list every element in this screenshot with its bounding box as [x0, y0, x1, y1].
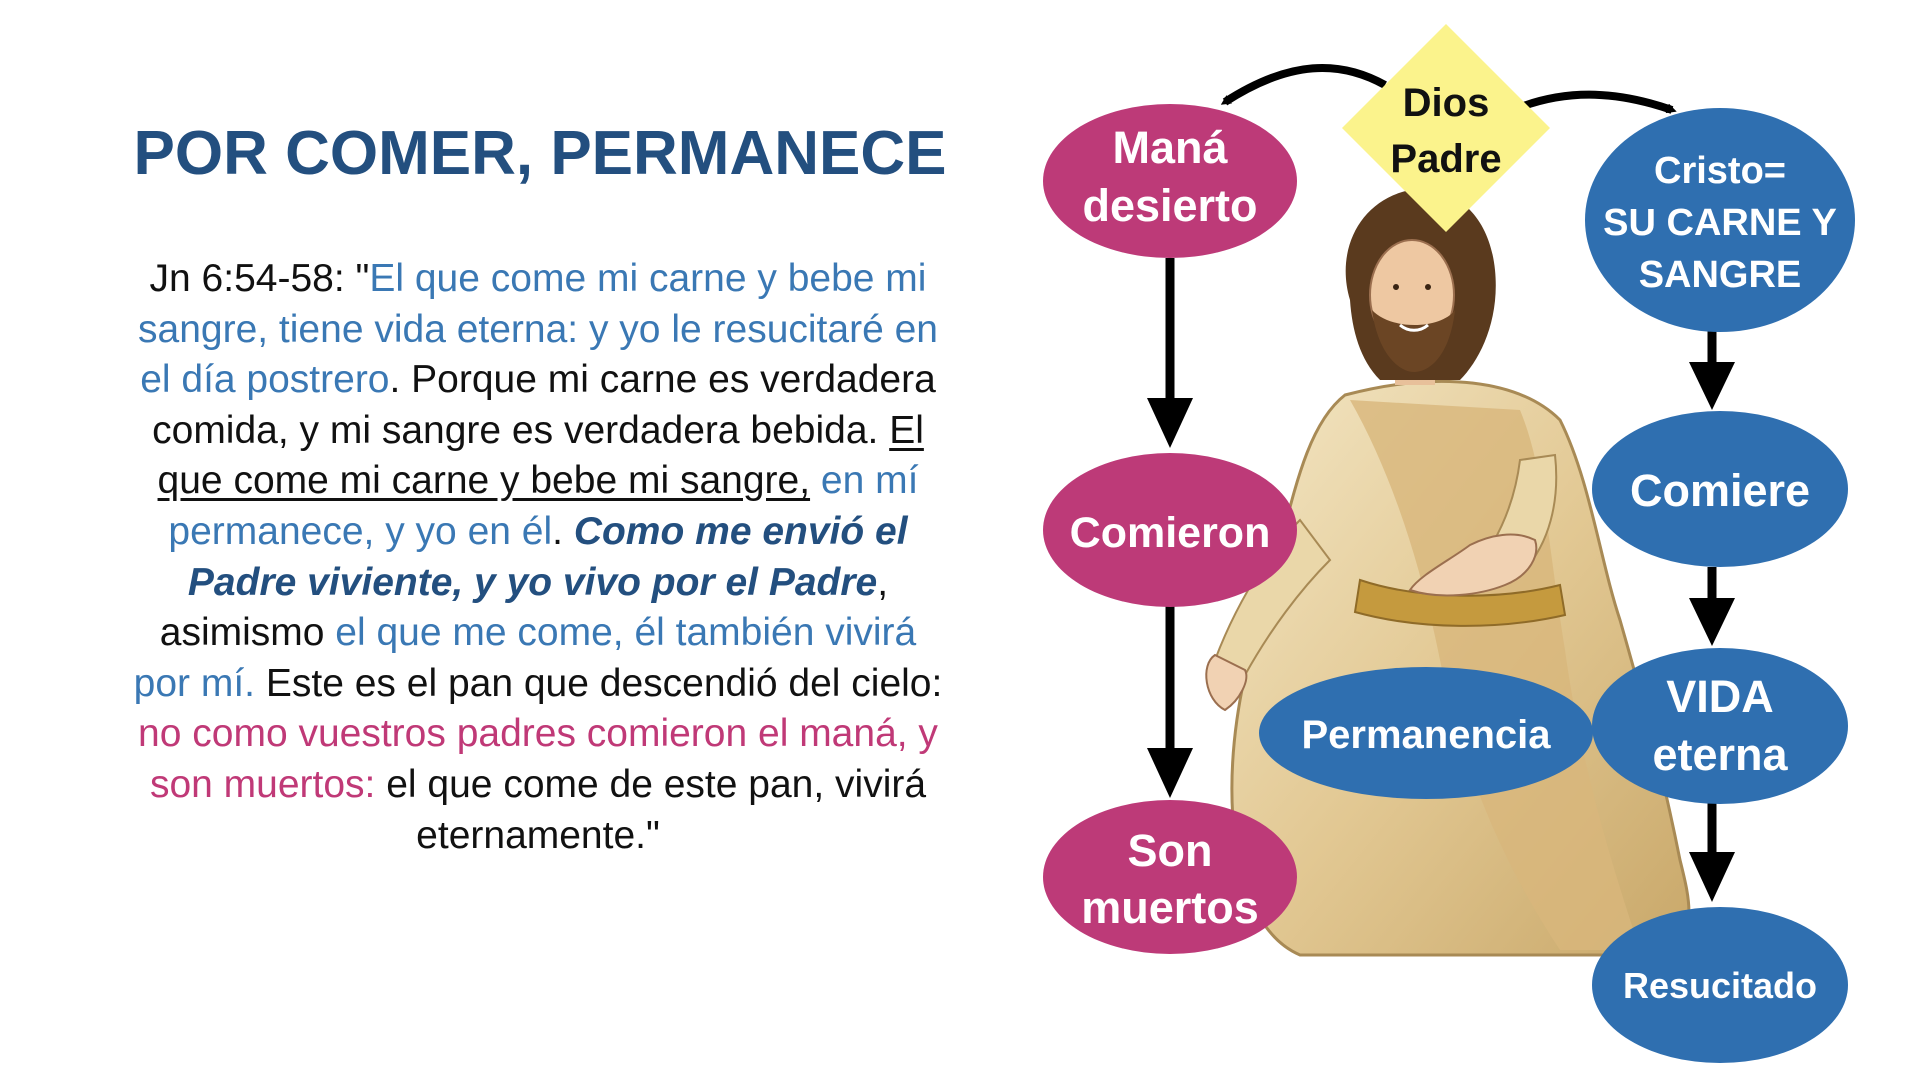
arrow-dios-to-cristo	[1518, 95, 1672, 110]
node-comiere	[1592, 411, 1848, 567]
verse-segment-true-food: . Porque mi carne es verdadera comida, y mi sangre es verdadera bebida.	[152, 358, 936, 452]
vida-line-1: VIDA	[1666, 671, 1774, 722]
scripture-text: Jn 6:54-58: "El que come mi carne y bebe mi sangre, tiene vida eterna: y yo le resucitaré en el día postrero. Porque mi carne es verdadera comida, y mi sangre es verdadera bebida. El que come mi carne y bebe mi sangre, en mí permanece, y yo en él. Como me envió el Padre viviente, y yo vivo por el Padre, asimismo el que me come, él también vivirá por mí. Este es el pan que descendió del cielo: no como vuestros padres comieron el maná, y son muertos: el que come de este pan, vivirá eternamente."	[133, 257, 943, 857]
dios-padre-line-1: Dios	[1402, 81, 1490, 125]
cristo-line-3: SANGRE	[1638, 254, 1802, 296]
verse-segment-eternal-life: El que come mi carne y bebe mi sangre, tiene vida eterna: y yo le resucitaré en el día postrero	[138, 257, 938, 402]
son-muertos-line-2: muertos	[1081, 882, 1259, 933]
verse-segment-will-live: el que me come, él también vivirá por mí.	[133, 611, 917, 705]
comieron-label: Comieron	[1069, 509, 1271, 557]
slide-title: POR COMER, PERMANECE	[133, 119, 947, 188]
comiere-label: Comiere	[1629, 465, 1811, 516]
verse-segment-manna: no como vuestros padres comieron el maná, y son muertos:	[138, 712, 938, 806]
dios-padre-line-2: Padre	[1390, 137, 1502, 181]
arrowhead-comiere-to-vida	[1689, 598, 1735, 646]
arrowhead-comieron-to-son-muertos	[1147, 748, 1193, 798]
node-mana-desierto	[1043, 104, 1297, 258]
verse-segment-bread: Este es el pan que descendió del cielo:	[255, 661, 943, 705]
verse-reference: Jn 6:54-58: "	[149, 257, 370, 300]
mana-line-1: Maná	[1112, 122, 1228, 173]
verse-segment-eternally: el que come de este pan, vivirá eternamente."	[375, 762, 927, 857]
node-vida-eterna	[1592, 648, 1848, 804]
mana-line-2: desierto	[1082, 180, 1258, 231]
verse-segment-living-father: Como me envió el Padre viviente, y yo vivo por el Padre	[187, 509, 908, 604]
node-cristo	[1585, 108, 1855, 332]
verse-segment-abides: en mí permanece, y yo en él	[168, 459, 919, 553]
node-resucitado	[1592, 907, 1848, 1063]
node-permanencia	[1259, 667, 1593, 799]
resucitado-label: Resucitado	[1622, 965, 1818, 1006]
arrowhead-vida-to-resucitado	[1689, 852, 1735, 902]
arrow-dios-to-mana	[1225, 68, 1385, 102]
verse-segment-underlined: El que come mi carne y bebe mi sangre,	[157, 408, 924, 503]
vida-line-2: eterna	[1652, 729, 1788, 780]
son-muertos-line-1: Son	[1127, 825, 1213, 876]
arrowhead-mana-to-comieron	[1147, 398, 1193, 448]
node-comieron	[1043, 453, 1297, 607]
permanencia-label: Permanencia	[1301, 713, 1551, 757]
cristo-line-2: SU CARNE Y	[1603, 202, 1837, 244]
node-son-muertos	[1043, 800, 1297, 954]
arrowhead-cristo-to-comiere	[1689, 362, 1735, 410]
dios-padre-diamond	[1342, 24, 1550, 232]
cristo-line-1: Cristo=	[1654, 150, 1786, 192]
